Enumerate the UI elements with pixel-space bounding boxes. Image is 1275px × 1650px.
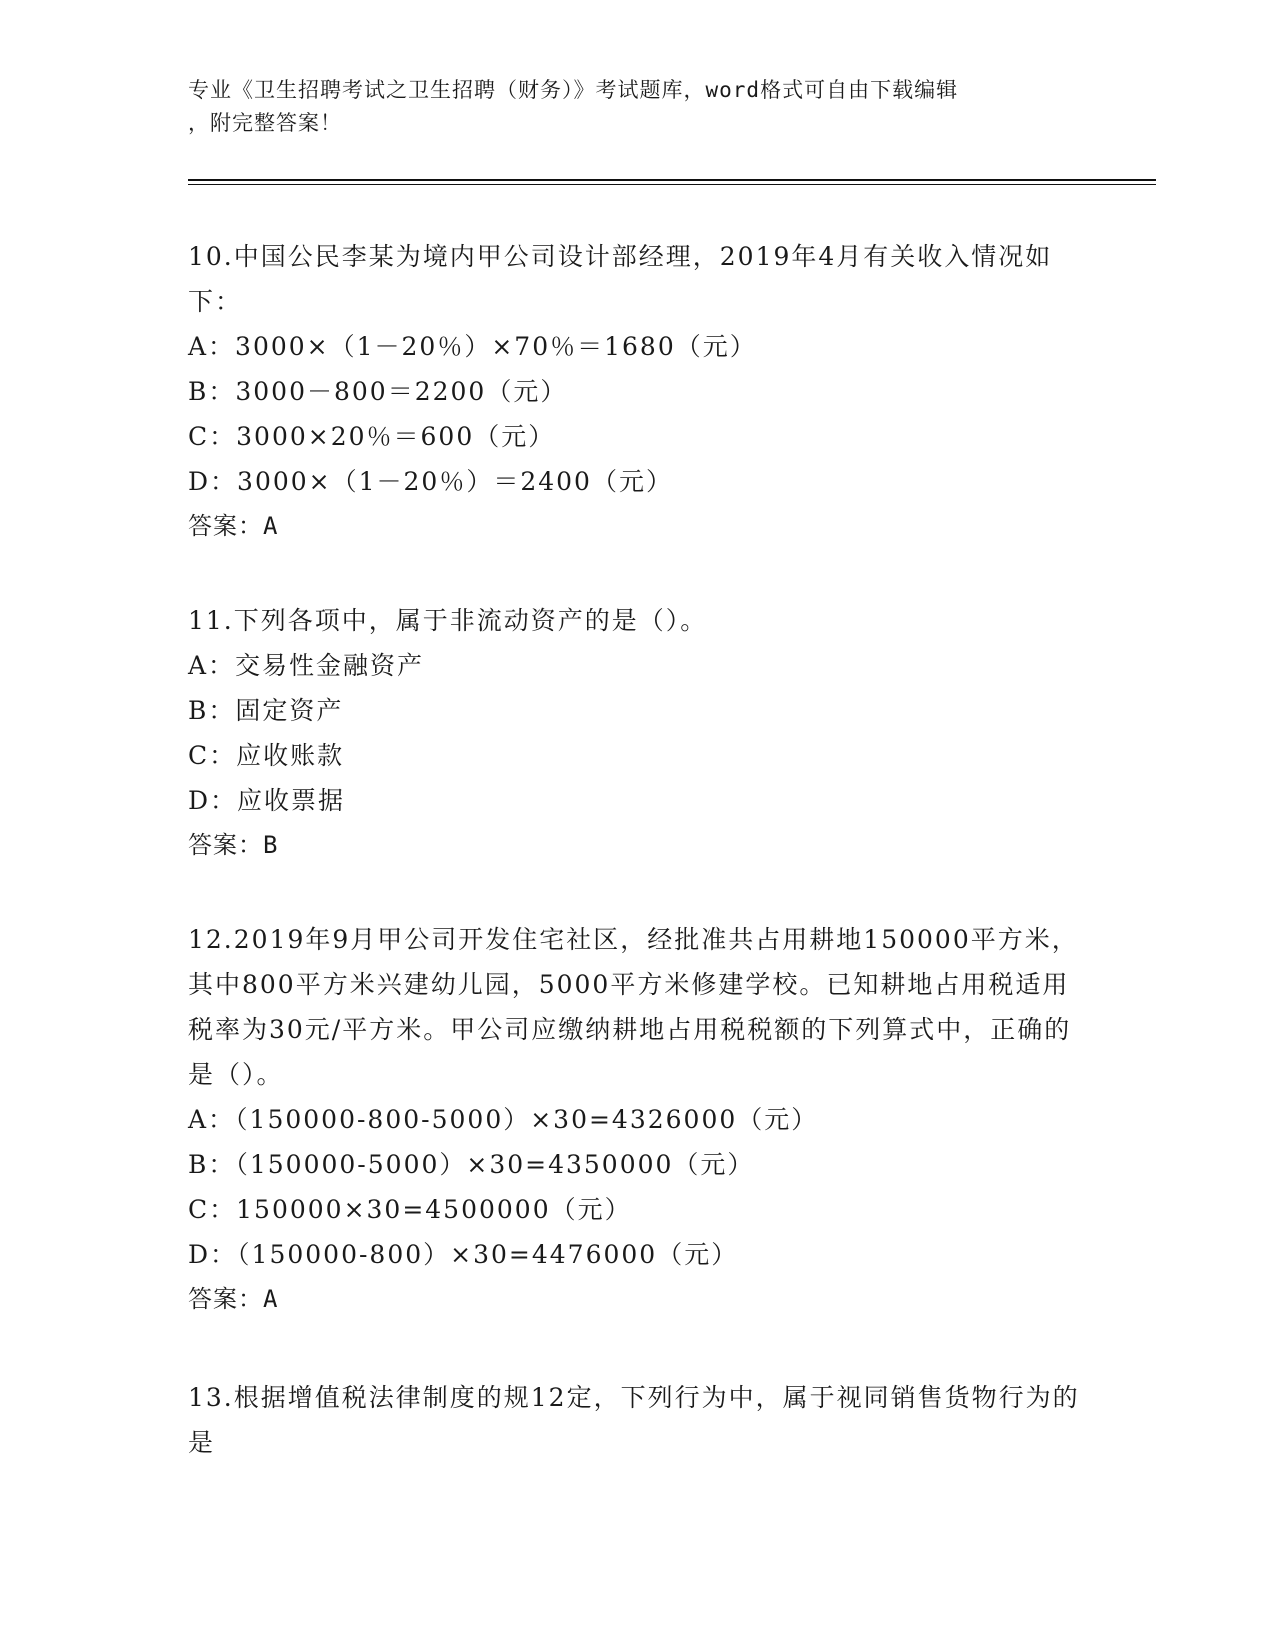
option-c: C：3000×20％＝600（元） <box>188 422 556 451</box>
header-line-1: 专业《卫生招聘考试之卫生招聘（财务）》考试题库，word格式可自由下载编辑 <box>188 78 959 102</box>
option-b: B：（150000-5000）×30=4350000（元） <box>188 1150 755 1179</box>
option-a: A：3000×（1－20％）×70％＝1680（元） <box>188 332 757 361</box>
question-stem: 13.根据增值税法律制度的规12定，下列行为中，属于视同销售货物行为的是 <box>188 1383 1080 1457</box>
option-a: A：（150000-800-5000）×30=4326000（元） <box>188 1105 819 1134</box>
question-12 <box>188 917 1088 1322</box>
option-b: B：3000－800＝2200（元） <box>188 377 568 406</box>
question-stem: 11.下列各项中，属于非流动资产的是（）。 <box>188 606 708 635</box>
option-c: C：应收账款 <box>188 741 345 770</box>
answer: 答案：B <box>188 831 279 859</box>
header-divider-thick <box>188 179 1156 181</box>
answer: 答案：A <box>188 1285 279 1313</box>
question-13 <box>188 1375 1088 1465</box>
document-header <box>188 74 1068 140</box>
option-d: D：应收票据 <box>188 786 346 815</box>
header-divider-thin <box>188 184 1156 185</box>
question-stem: 10.中国公民李某为境内甲公司设计部经理，2019年4月有关收入情况如下： <box>188 242 1053 316</box>
answer: 答案：A <box>188 512 279 540</box>
option-d: D：（150000-800）×30=4476000（元） <box>188 1240 739 1269</box>
option-a: A：交易性金融资产 <box>188 651 425 680</box>
question-stem: 12.2019年9月甲公司开发住宅社区，经批准共占用耕地150000平方米，其中800平方米兴建幼儿园，5000平方米修建学校。已知耕地占用税适用税率为30元/平方米。甲公司应缴纳耕地占用税税额的下列算式中，正确的是（）。 <box>188 925 1079 1089</box>
question-10 <box>188 234 1088 549</box>
header-line-2: ，附完整答案！ <box>188 111 342 135</box>
option-c: C：150000×30=4500000（元） <box>188 1195 632 1224</box>
option-d: D：3000×（1－20％）＝2400（元） <box>188 467 673 496</box>
question-11 <box>188 598 1088 868</box>
option-b: B：固定资产 <box>188 696 344 725</box>
